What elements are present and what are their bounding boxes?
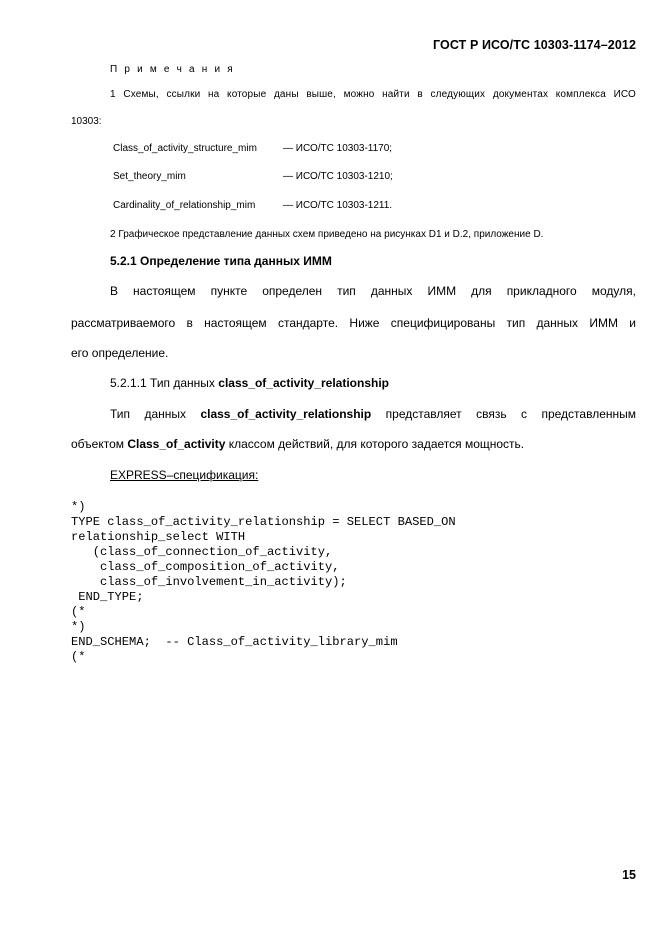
note-2-text: 2 Графическое представление данных схем приведено на рисунках D1 и D.2, приложение D. bbox=[110, 229, 544, 240]
note-1-text: 1 Схемы, ссылки на которые даны выше, можно найти в следующих документах комплекса ИСО bbox=[110, 89, 636, 100]
reference-document: — ИСО/ТС 10303-1211. bbox=[283, 200, 393, 211]
page-number: 15 bbox=[622, 868, 636, 882]
text-run: классом действий, для которого задается мощность. bbox=[225, 437, 525, 451]
subsection-heading bbox=[110, 376, 389, 390]
section-paragraph-line: В настоящем пункте определен тип данных ИММ для прикладного модуля, bbox=[110, 284, 636, 298]
section-paragraph-line: его определение. bbox=[71, 346, 169, 360]
express-spec-label: EXPRESS–спецификация: bbox=[110, 468, 259, 482]
subsection-heading-prefix: 5.2.1.1 Тип данных bbox=[110, 376, 219, 390]
notes-title: П р и м е ч а н и я bbox=[110, 64, 235, 75]
reference-document: — ИСО/ТС 10303-1170; bbox=[283, 143, 393, 154]
entity-name-bold: Class_of_activity bbox=[127, 437, 226, 451]
section-paragraph-line: рассматриваемого в настоящем стандарте. Ниже специфицированы тип данных ИММ и bbox=[71, 316, 636, 330]
text-run: представляет связь с представленным bbox=[371, 407, 636, 421]
reference-name: Set_theory_mim bbox=[113, 171, 186, 182]
subsection-type-name: class_of_activity_relationship bbox=[218, 376, 390, 390]
reference-name: Cardinality_of_relationship_mim bbox=[113, 200, 256, 211]
note-1-continuation: 10303: bbox=[71, 116, 102, 127]
section-heading: 5.2.1 Определение типа данных ИММ bbox=[110, 254, 332, 268]
text-run: Тип данных bbox=[110, 407, 201, 421]
reference-name: Class_of_activity_structure_mim bbox=[113, 143, 257, 154]
subsection-paragraph-line bbox=[110, 407, 636, 421]
document-header: ГОСТ Р ИСО/ТС 10303-1174–2012 bbox=[432, 38, 636, 52]
reference-document: — ИСО/ТС 10303-1210; bbox=[283, 171, 393, 182]
subsection-paragraph-line bbox=[71, 437, 636, 451]
text-run: объектом bbox=[71, 437, 128, 451]
express-code-block: *) TYPE class_of_activity_relationship = SELECT BASED_ON relationship_select WITH (class_of_connection_of_activity, class_of_composition_of_activity, class_of_involvement_in_activity); END_TYPE; (* *) END_SCHEMA; -- Class_of_activity_library_mim (* bbox=[71, 500, 456, 664]
type-name-bold: class_of_activity_relationship bbox=[200, 407, 372, 421]
